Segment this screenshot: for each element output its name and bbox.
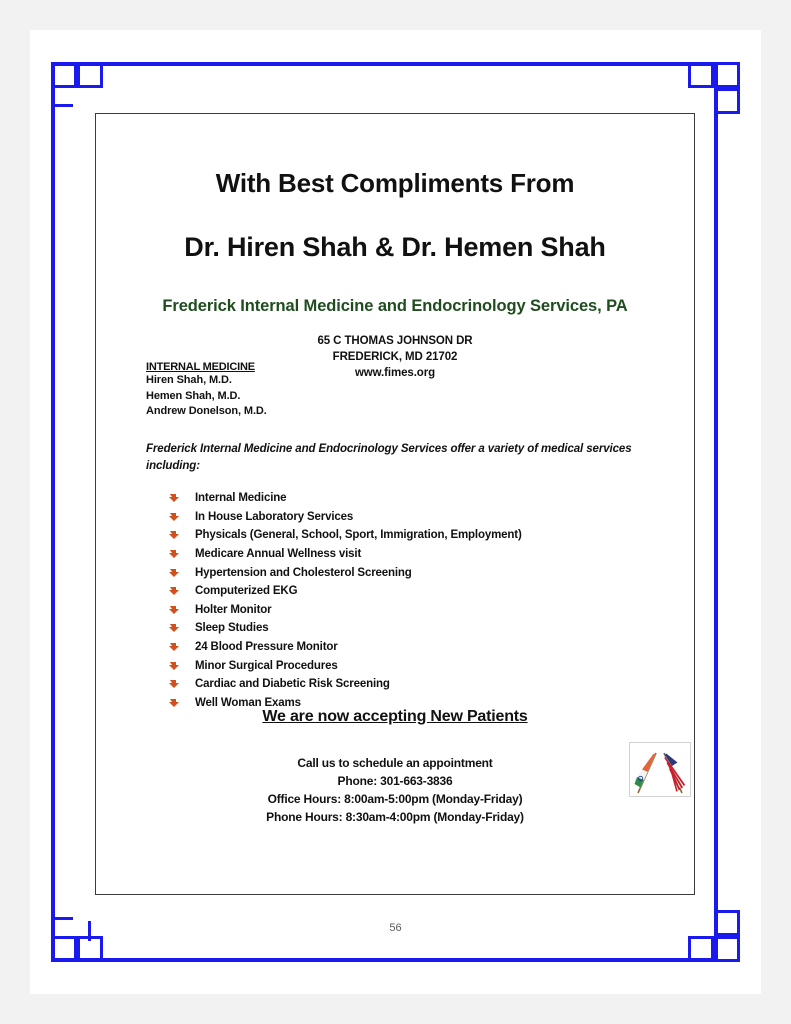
service-list-item [168,601,660,620]
orange-arrow-bullet-icon [168,622,180,634]
registration-mark-top-right-square-2 [714,62,740,88]
registration-rule-top [51,62,718,66]
service-list-item [168,564,660,583]
service-label: Internal Medicine [195,492,287,504]
department-heading: INTERNAL MEDICINE [146,361,255,373]
service-label: Well Woman Exams [195,696,301,709]
paper-edge-right [761,0,791,1024]
service-list-item [168,582,660,601]
doctor-name-list [146,373,660,420]
contact-office-hours: Office Hours: 8:00am-5:00pm (Monday-Friday) [267,792,523,806]
services-list [168,489,660,713]
practice-name: Frederick Internal Medicine and Endocrinology Services, PA [162,297,628,315]
orange-arrow-bullet-icon [168,641,180,653]
registration-mark-bottom-left-square-2 [77,936,103,962]
doctor-name: Andrew Donelson, M.D. [146,405,267,418]
contact-call-line: Call us to schedule an appointment [297,756,493,770]
registration-mark-top-left-tick [51,104,73,107]
registration-rule-bottom [51,958,718,962]
heading-with-best-compliments: With Best Compliments From [215,168,575,198]
address-city-state-zip: FREDERICK, MD 21702 [332,350,458,363]
orange-arrow-bullet-icon [168,492,180,504]
registration-mark-bottom-right-square-3 [714,936,740,962]
paper-edge-left [0,0,30,1024]
address-website: www.fimes.org [354,366,436,379]
orange-arrow-bullet-icon [168,529,180,541]
service-label: In House Laboratory Services [195,510,354,523]
contact-phone: Phone: 301-663-3836 [337,774,453,788]
accepting-patients-block [96,708,694,726]
contact-block [96,754,694,826]
service-list-item [168,619,660,638]
service-list-item [168,638,660,657]
orange-arrow-bullet-icon [168,585,180,597]
orange-arrow-bullet-icon [168,660,180,672]
service-list-item [168,526,660,545]
service-label: Medicare Annual Wellness visit [195,547,362,560]
service-label: Sleep Studies [195,622,269,635]
service-label: Minor Surgical Procedures [195,659,338,672]
department-block [146,361,660,420]
service-list-item [168,489,660,508]
orange-arrow-bullet-icon [168,604,180,616]
doctor-name: Hemen Shah, M.D. [146,389,241,402]
registration-rule-right [714,62,718,962]
orange-arrow-bullet-icon [168,511,180,523]
service-list-item [168,675,660,694]
registration-mark-top-left-square-1 [51,62,77,88]
paper-edge-top [0,0,791,30]
service-label: Holter Monitor [195,603,272,616]
page-number: 56 [389,922,402,934]
service-list-item [168,508,660,527]
registration-mark-top-right-square-1 [688,62,714,88]
flyer-content-box [95,113,695,895]
orange-arrow-bullet-icon [168,548,180,560]
crossed-india-usa-flags-icon [629,742,691,797]
paper-edge-bottom [0,994,791,1024]
service-label: Hypertension and Cholesterol Screening [195,566,412,579]
registration-mark-bottom-left-square-1 [51,936,77,962]
intro-paragraph-block [146,441,660,474]
doctor-name: Hiren Shah, M.D. [146,374,232,386]
service-label: Physicals (General, School, Sport, Immigration, Employment) [195,529,522,542]
address-street: 65 C THOMAS JOHNSON DR [317,335,473,347]
service-list-item [168,545,660,564]
service-list-item [168,657,660,676]
contact-phone-hours: Phone Hours: 8:30am-4:00pm (Monday-Friday) [266,810,524,824]
registration-mark-bottom-right-square-2 [688,936,714,962]
intro-paragraph: Frederick Internal Medicine and Endocrinology Services offer a variety of medical services including: [146,443,632,472]
heading-doctor-names: Dr. Hiren Shah & Dr. Hemen Shah [184,232,606,262]
services-block [168,489,660,713]
accepting-new-patients-heading: We are now accepting New Patients [262,708,528,725]
service-label: Cardiac and Diabetic Risk Screening [195,678,390,691]
service-label: 24 Blood Pressure Monitor [195,641,338,653]
service-label: Computerized EKG [195,585,298,598]
orange-arrow-bullet-icon [168,678,180,690]
orange-arrow-bullet-icon [168,567,180,579]
registration-mark-bottom-left-tick [51,917,73,920]
registration-mark-top-left-square-2 [77,62,103,88]
registration-mark-top-right-square-3 [714,88,740,114]
registration-rule-left [51,62,55,962]
